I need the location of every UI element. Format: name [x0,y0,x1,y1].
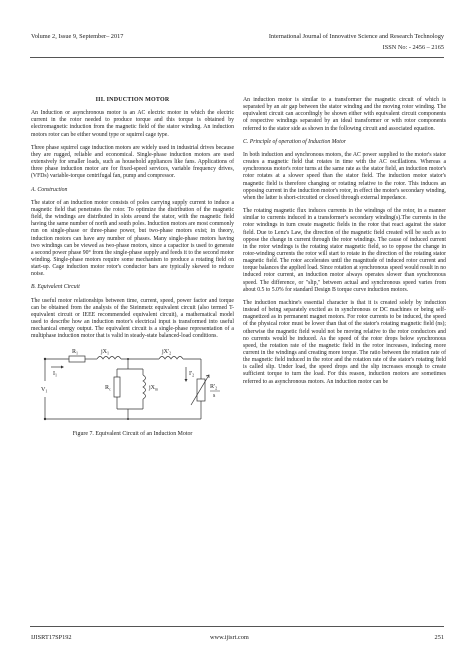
left-column [31,97,234,438]
footer-paper-id: IJISRT17SP192 [31,634,72,641]
svg-text:R1: $R_1$ [72,348,79,356]
svg-text:I1: $I_1$ [53,370,57,378]
figure-caption: Figure 7. Equivalent Circuit of an Induction Motor [72,430,193,437]
svg-text:jX1: $jX_1$ [101,348,109,356]
svg-text:V1: $V_1$ [41,386,48,394]
header-rule [30,57,444,58]
header-journal-name: International Journal of Innovative Science and Research Technology [268,33,444,40]
svg-text:I'2: $I'_2$ [189,370,195,378]
svg-text:s: s [213,392,216,399]
right-column [243,97,446,392]
subsection-title: A. Construction [31,186,68,193]
subsection-title: C. Principle of operation of Induction Motor [243,138,347,145]
paragraph: The rotating magnetic flux induces currents in the windings of the rotor, in a manner similar to currents induced in a transformer's secondary winding(s).The currents in the rotor windings in turn create magnetic fields in the rotor that react against the stator field. Due to Lenz's Law, the direction of the magnetic field created will be such as to oppose the change in current through the rotor windings. The cause of induced current in the rotor windings is the rotating stator magnetic field, so to oppose the change in rotor-winding currents the rotor will start to rotate in the direction of the rotating stator magnetic field. The rotor accelerates until the magnitude of induced rotor current and torque balances the applied load. Since rotation at synchronous speed would result in no induced rotor current, an induction motor always operates slower than synchronous speed. The difference, or "slip," between actual and synchronous speed varies from about 0.5 to 5.0% for standard Design B torque curve induction motors. [243,208,446,293]
paragraph: In both induction and synchronous motors, the AC power supplied to the motor's stator creates a magnetic field that rotates in time with the AC oscillations. Whereas a synchronous motor's rotor turns at the same rate as the stator field, an induction motor's rotor rotates at a slower speed than the stator field. The induction motor stator's magnetic field is therefore changing or rotating relative to the rotor. This induces an opposing current in the induction motor's rotor, in effect the motor's secondary winding, when the latter is short-circuited or closed through external impedance. [243,151,446,201]
paragraph: An induction motor is similar to a transformer the magnetic circuit of which is separated by an air gap between the stator winding and the moving rotor winding. The equivalent circuit can accordingly be shown either with equivalent circuit components of respective windings separated by an ideal transformer or with rotor components referred to the stator side as shown in the following circuit and associated equation. [243,97,446,132]
subsection-title: B. Equivalent Circuit [31,284,80,291]
paragraph: Three phase squirrel cage induction motors are widely used in industrial drives because they are rugged, reliable and economical. Single-phase induction motors are used extensively for smaller loads, such as household appliances like fans. Applications of three phase induction motor are for fixed-speed services, variable frequency drives, (VFDs) variable-torque centrifugal fan, pump and compressor. [31,144,234,180]
header-issn: ISSN No: - 2456 – 2165 [382,44,444,51]
svg-text:Rc: $R_c$ [105,384,111,392]
footer-page-number: 251 [434,634,444,641]
svg-text:R'2: $R'_2$ [210,383,218,391]
header-volume: Volume 2, Issue 9, September– 2017 [31,33,124,40]
equivalent-circuit-figure [31,347,234,429]
svg-text:jXm: $jX_m$ [149,384,159,392]
paragraph: The useful motor relationships between time, current, speed, power factor and torque can be obtained from the analysis of the Steinmetz equivalent circuit (also termed T-equivalent circuit or IEEE recommended equivalent circuit), a mathematical model used to describe how an induction motor's electrical input is transformed into useful mechanical energy output. The equivalent circuit is a single-phase representation of a multiphase induction motor that is valid in steady-state balanced-load conditions. [31,297,234,340]
paragraph: An Induction or asynchronous motor is an AC electric motor in which the electric current in the rotor needed to produce torque and this torque is obtained by electromagnetic induction from the magnetic field of the stator winding. An induction motors rotor can be either wound type or squirrel cage type. [31,110,234,138]
paragraph: The stator of an induction motor consists of poles carrying supply current to induce a magnetic field that penetrates the rotor. To optimize the distribution of the magnetic field, the windings are distributed in slots around the stator, with the magnetic field having the same number of north and south poles. Induction motors are most commonly run on single-phase or three-phase power, but two-phase motors exist; in theory, induction motors can have any number of phases. Many single-phase motors having two windings can be viewed as two-phase motors, since a capacitor is used to generate a second power phase 90° from the single-phase supply and feeds it to the second motor winding. Single-phase motors require some mechanism to produce a rotating field on start-up. Cage induction motor rotor's conductor bars are typically skewed to reduce noise. [31,199,234,278]
svg-text:jX'2: $jX'_2$ [162,348,172,356]
section-title: III. INDUCTION MOTOR [95,97,170,103]
footer-website-link[interactable]: www.ijisrt.com [210,634,249,641]
paragraph: The induction machine's essential character is that it is created solely by induction instead of being separately excited as in synchronous or DC machines or being self-magnetized as in permanent magnet motors. For rotor currents to be induced, the speed of the physical rotor must be lower than that of the stator's rotating magnetic field (ns); otherwise the magnetic field would not be moving relative to the rotor conductors and no currents would be induced. As the speed of the rotor drops below synchronous speed, the rotation rate of the magnetic field in the rotor increases, inducing more current in the windings and creating more torque. The ratio between the rotation rate of the magnetic field induced in the rotor and the rotation rate of the stator's rotating field is called slip. Under load, the speed drops and the slip increases enough to create sufficient torque to turn the load. For this reason, induction motors are sometimes referred to as asynchronous motors. An induction motor can be [243,299,446,385]
footer-rule [30,626,444,627]
